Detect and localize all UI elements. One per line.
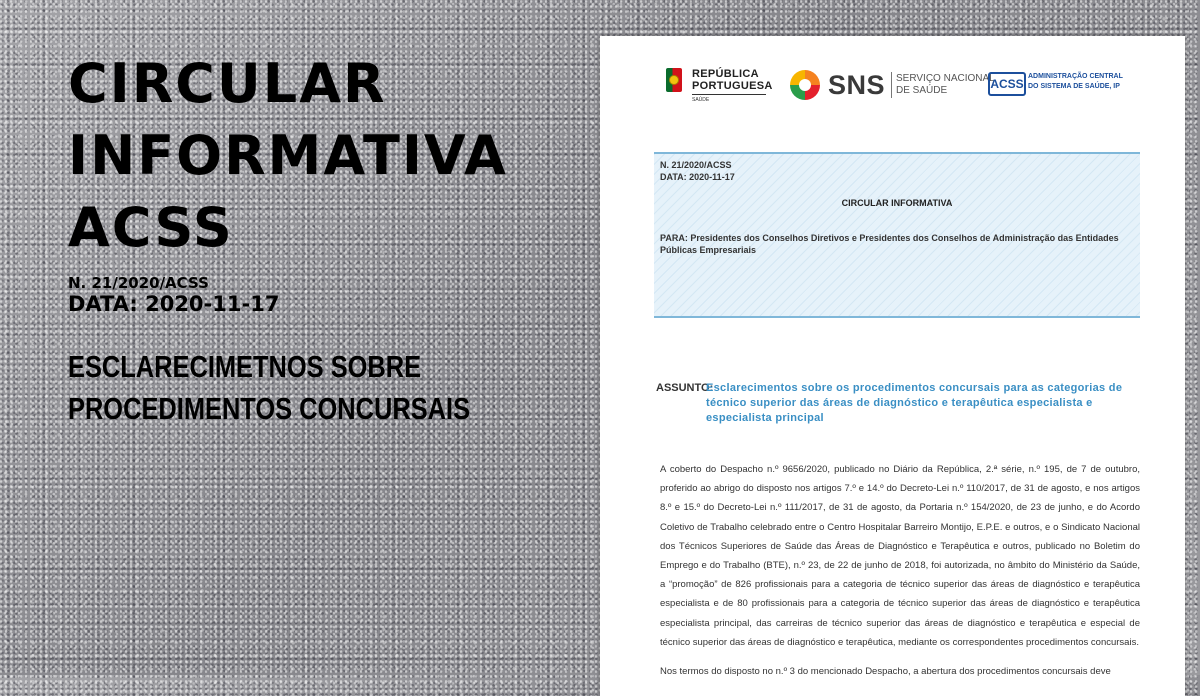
doc-recipients: PARA: Presidentes dos Conselhos Diretivos e Presidentes dos Conselhos de Administração das Entidades Públicas Empresariais (660, 233, 1119, 255)
acss-logo: ACSS (988, 72, 1026, 96)
cover-text (68, 48, 588, 430)
flag-icon (666, 68, 682, 92)
cover-number: N. 21/2020/ACSS (68, 274, 209, 292)
republica-logo-line-2: PORTUGUESA (692, 80, 773, 92)
body-paragraph-1: A coberto do Despacho n.º 9656/2020, publicado no Diário da República, 2.ª série, n.º 195, de 7 de outubro, proferido ao abrigo do disposto nos artigos 7.º e 14.º do Decreto-Lei n.º 110/2017, de 31 de agosto, e nos artigos 8.º e 15.º do Decreto-Lei n.º 111/2017, de 31 de agosto, da Portaria n.º 154/2020, de 23 de junho, e do Acordo Coletivo de Trabalho celebrado entre o Centro Hospitalar Barreiro Montijo, E.P.E. e outros, e o Sindicato Nacional dos Técnicos Superiores de Saúde das Áreas de Diagnóstico e Terapêutica e outros, publicado no Boletim do Emprego e do Trabalho (BTE), n.º 23, de 22 de junho de 2018, foi autorizada, no âmbito do Ministério da Saúde, a “promoção” de 826 profissionais para a categoria de técnico superior das áreas de diagnóstico e terapêutica especialista e de 80 profissionais para a categoria de técnico superior das áreas de diagnóstico e terapêutica especialista principal, das carreiras de técnico superior das áreas de diagnóstico e terapêutica e especial de técnico superior das áreas de diagnóstico e terapêutica, mediante os correspondentes procedimentos concursais. (660, 464, 1140, 648)
doc-number: N. 21/2020/ACSS (660, 160, 732, 170)
cover-date: DATA: 2020-11-17 (68, 292, 280, 316)
cover-title-line-1: CIRCULAR (68, 52, 387, 115)
cover-title-line-2: INFORMATIVA (68, 124, 508, 187)
header-logos (666, 66, 1126, 106)
acss-full-line-2: DO SISTEMA DE SAÚDE, IP (1028, 83, 1120, 90)
cover-title-line-3: ACSS (68, 196, 234, 259)
acss-full-line-1: ADMINISTRAÇÃO CENTRAL (1028, 73, 1123, 80)
document-header-box (654, 152, 1140, 318)
sns-logo-text: SNS (828, 70, 886, 100)
sns-logo-icon (790, 70, 820, 100)
doc-date: DATA: 2020-11-17 (660, 172, 735, 182)
cover-title (68, 48, 588, 264)
cover-subject-line-1: ESCLARECIMETNOS SOBRE (68, 349, 422, 384)
subject-label: ASSUNTO: (656, 382, 714, 394)
sns-full-line-2: DE SAÚDE (896, 85, 948, 96)
subject-text: Esclarecimentos sobre os procedimentos concursais para as categorias de técnico superior das áreas de diagnóstico e terapêutica especialista e especialista principal (706, 382, 1123, 424)
republica-logo-sub: SAÚDE (692, 97, 710, 103)
cover-subject-line-2: PROCEDIMENTOS CONCURSAIS (68, 391, 471, 426)
republica-logo-line-1: REPÚBLICA (692, 68, 759, 80)
body-paragraph-2: Nos termos do disposto no n.º 3 do mencionado Despacho, a abertura dos procedimentos concursais deve (660, 666, 1111, 678)
doc-body (660, 460, 1140, 681)
republica-portuguesa-logo (666, 66, 776, 106)
sns-full-line-1: SERVIÇO NACIONAL (896, 73, 995, 84)
doc-title: CIRCULAR INFORMATIVA (841, 198, 953, 208)
document-page (600, 36, 1185, 696)
cover-subject (68, 346, 494, 430)
